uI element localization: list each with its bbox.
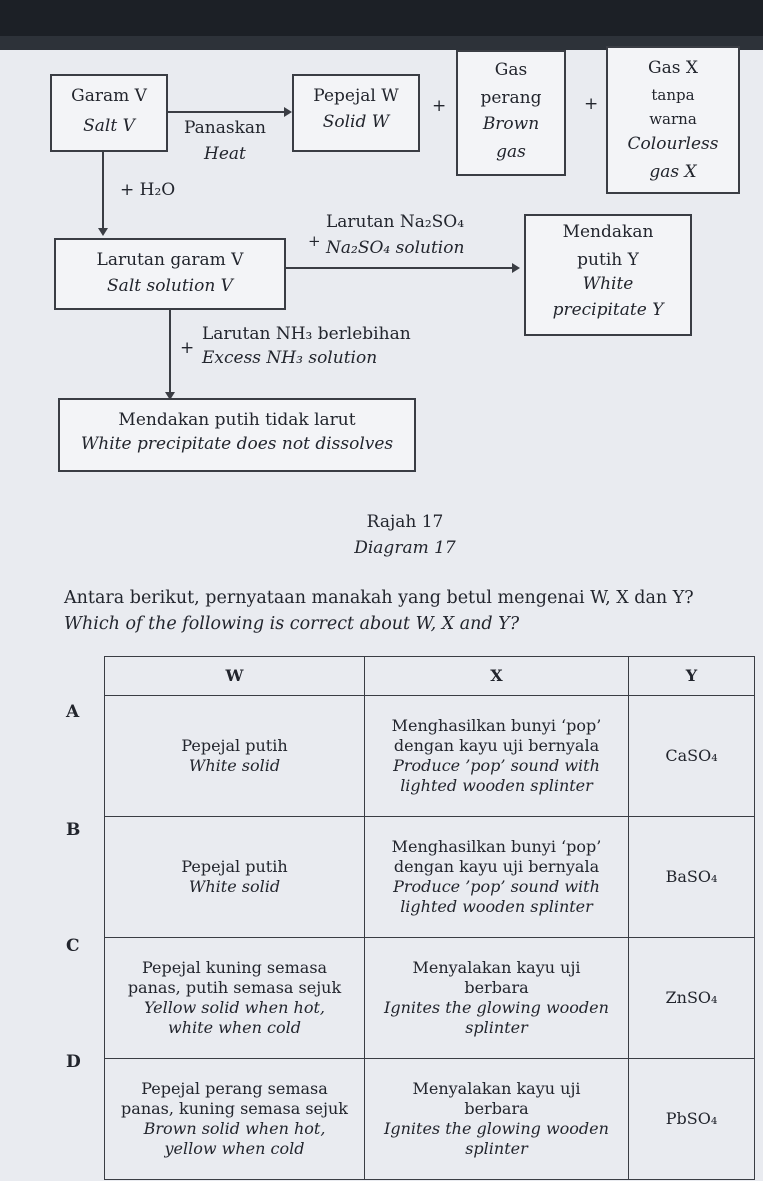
add-water-label: + H₂O [120,180,176,200]
brown-gas-line4: gas [496,142,526,162]
gas-x-line2: tanpa [651,86,695,104]
insoluble-english: White precipitate does not dissolves [80,434,394,454]
question-malay: Antara berikut, pernyataan manakah yang betul mengenai W, X dan Y? [64,588,694,608]
heat-label-malay: Panaskan [184,118,267,138]
plus-sign-1: + [432,96,447,116]
water-arrowhead [98,228,108,236]
option-letter-d[interactable]: D [66,1052,81,1072]
solid-w-english: Solid W [322,112,390,132]
gas-x-line3: warna [649,110,697,128]
na2so4-arrowhead [512,263,520,273]
precipitate-y-line4: precipitate Y [552,300,664,320]
nh3-arrow [169,310,171,394]
plus-sign-3: + [308,232,321,250]
cell-x: Menghasilkan bunyi ‘pop’ dengan kayu uji bernyala Produce ’pop’ sound with lighted wooden splinter [365,817,629,938]
na2so4-english: Na₂SO₄ solution [326,238,465,258]
plus-sign-2: + [584,94,599,114]
cell-w: Pepejal perang semasa panas, kuning semasa sejuk Brown solid when hot, yellow when cold [105,1059,365,1180]
caption-malay: Rajah 17 [366,512,444,532]
table-row-d[interactable] [105,1059,755,1180]
gas-x-line4: Colourless [627,134,719,154]
heat-label-english: Heat [204,144,246,164]
option-letter-c[interactable]: C [66,936,80,956]
cell-x: Menghasilkan bunyi ‘pop’ dengan kayu uji bernyala Produce ’pop’ sound with lighted wooden splinter [365,696,629,817]
caption-english: Diagram 17 [354,538,456,558]
brown-gas-line1: Gas [494,60,528,80]
gas-x-line5: gas X [649,162,697,182]
header-y: Y [629,657,755,696]
salt-v-malay: Garam V [71,86,147,106]
salt-v-english: Salt V [83,116,135,136]
cell-x: Menyalakan kayu uji berbara Ignites the glowing wooden splinter [365,938,629,1059]
table-row-c[interactable] [105,938,755,1059]
header-x: X [365,657,629,696]
precipitate-y-line1: Mendakan [562,222,654,242]
cell-y: BaSO₄ [629,817,755,938]
na2so4-arrow [286,267,514,269]
brown-gas-line3: Brown [482,114,540,134]
cell-w: Pepejal kuning semasa panas, putih semasa sejuk Yellow solid when hot, white when cold [105,938,365,1059]
insoluble-malay: Mendakan putih tidak larut [118,410,356,430]
heat-arrowhead [284,107,292,117]
precipitate-y-line3: White [582,274,634,294]
water-arrow [102,152,104,228]
na2so4-malay: Larutan Na₂SO₄ [326,212,465,232]
cell-y: CaSO₄ [629,696,755,817]
salt-solution-english: Salt solution V [107,276,233,296]
cell-y: PbSO₄ [629,1059,755,1180]
brown-gas-line2: perang [480,88,542,108]
table-row-b[interactable] [105,817,755,938]
precipitate-y-line2: putih Y [577,250,639,270]
solid-w-malay: Pepejal W [313,86,399,106]
excess-nh3-malay: Larutan NH₃ berlebihan [202,324,411,344]
cell-y: ZnSO₄ [629,938,755,1059]
heat-arrow [168,111,286,113]
question-english: Which of the following is correct about W, X and Y? [64,614,520,634]
option-letter-b[interactable]: B [66,820,81,840]
table-row-a[interactable] [105,696,755,817]
salt-solution-box [54,238,286,310]
header-w: W [105,657,365,696]
cell-x: Menyalakan kayu uji berbara Ignites the glowing wooden splinter [365,1059,629,1180]
option-letter-a[interactable]: A [66,702,80,722]
cell-w: Pepejal putih White solid [105,817,365,938]
gas-x-line1: Gas X [648,58,698,78]
excess-nh3-english: Excess NH₃ solution [202,348,378,368]
options-table [104,656,755,1180]
salt-solution-malay: Larutan garam V [96,250,244,270]
cell-w: Pepejal putih White solid [105,696,365,817]
plus-sign-4: + [180,338,195,358]
